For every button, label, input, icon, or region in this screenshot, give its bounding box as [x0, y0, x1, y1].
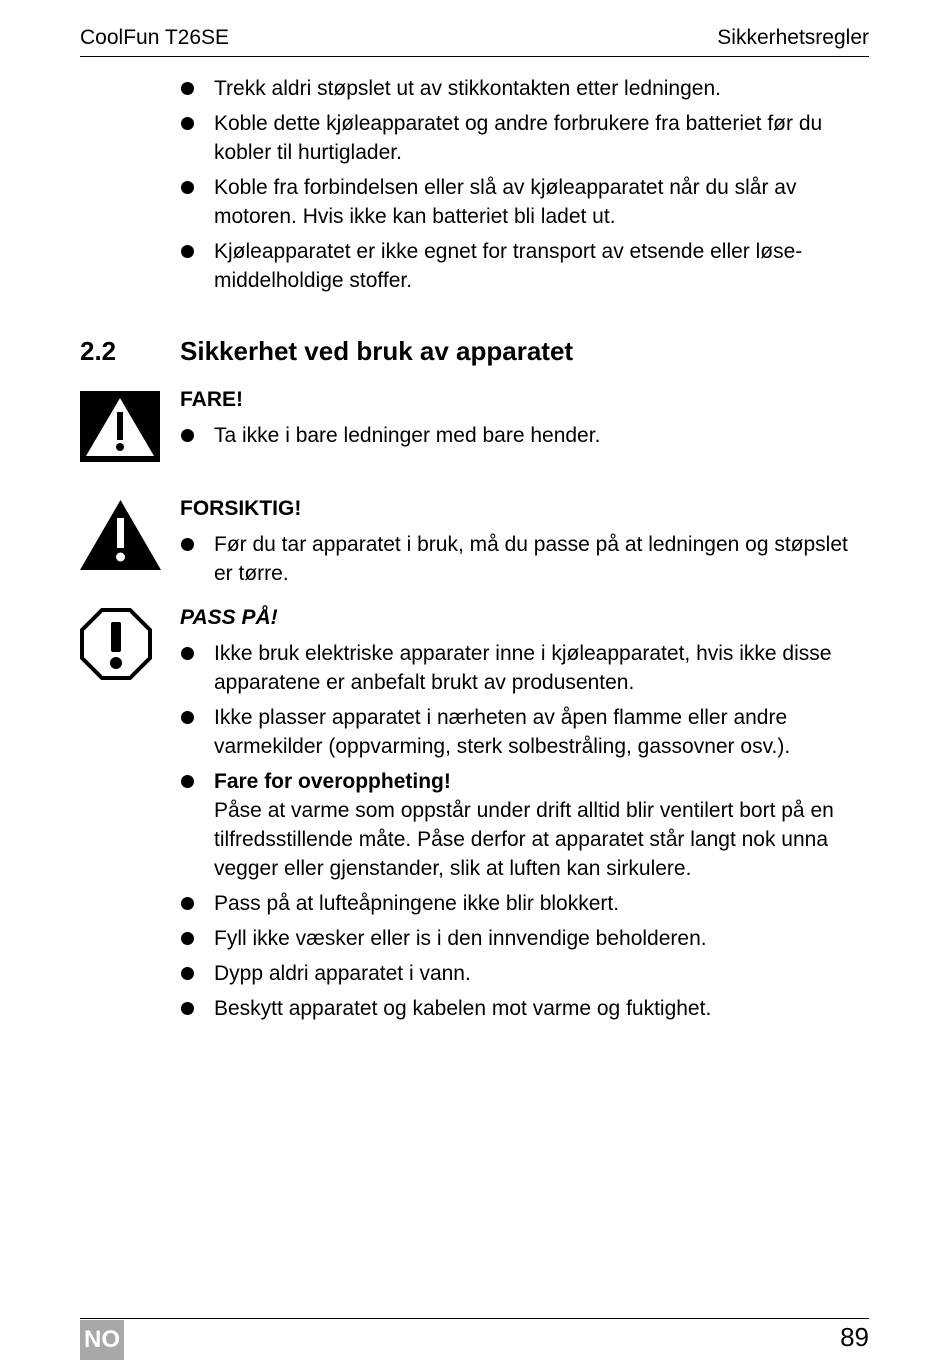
list-item: Kjøleapparatet er ikke egnet for transport av etsende eller løse-middelholdige stoffer. [180, 237, 870, 295]
bullet-icon [181, 117, 194, 130]
notice-list [180, 639, 870, 1029]
list-item: Dypp aldri apparatet i vann. [180, 959, 870, 988]
list-item: Ikke bruk elektriske apparater inne i kjøleapparatet, hvis ikke disse apparatene er anbefalt brukt av produsenten. [180, 639, 870, 697]
list-item: Pass på at lufteåpningene ikke blir blokkert. [180, 889, 870, 918]
section-number: 2.2 [80, 336, 117, 366]
notice-octagon-exclamation-icon [80, 608, 152, 680]
bullet-icon [181, 932, 194, 945]
section-title: Sikkerhet ved bruk av apparatet [180, 336, 574, 366]
bullet-icon [181, 897, 194, 910]
danger-warning-triangle-icon [80, 391, 160, 462]
bullet-icon [181, 245, 194, 258]
list-item: Fyll ikke væsker eller is i den innvendige beholderen. [180, 924, 870, 953]
list-item [180, 767, 870, 883]
list-item: Før du tar apparatet i bruk, må du passe på at ledningen og støpslet er tørre. [180, 530, 870, 588]
bullet-icon [181, 429, 194, 442]
list-item: Trekk aldri støpslet ut av stikkontakten etter ledningen. [180, 74, 870, 103]
bullet-icon [181, 82, 194, 95]
intro-list [180, 74, 870, 301]
notice-label: PASS PÅ! [180, 606, 278, 629]
page-number: 89 [840, 1322, 869, 1352]
list-item: Koble fra forbindelsen eller slå av kjøleapparatet når du slår av motoren. Hvis ikke kan batteriet bli ladet ut. [180, 173, 870, 231]
caution-list [180, 530, 870, 594]
header-product: CoolFun T26SE [80, 26, 230, 49]
bullet-icon [181, 181, 194, 194]
caution-warning-triangle-icon [80, 500, 161, 570]
danger-list [180, 421, 870, 456]
list-item: Ta ikke i bare ledninger med bare hender. [180, 421, 870, 450]
danger-label: FARE! [180, 388, 243, 411]
list-item: Beskytt apparatet og kabelen mot varme og fuktighet. [180, 994, 870, 1023]
overheat-title: Fare for overoppheting! [214, 770, 451, 793]
list-item: Koble dette kjøleapparatet og andre forbrukere fra batteriet før du kobler til hurtiglader. [180, 109, 870, 167]
bullet-icon [181, 775, 194, 788]
bullet-icon [181, 967, 194, 980]
footer-divider [80, 1318, 869, 1319]
bullet-icon [181, 647, 194, 660]
list-item: Ikke plasser apparatet i nærheten av åpen flamme eller andre varmekilder (oppvarming, sterk solbestråling, gassovner osv.). [180, 703, 870, 761]
header-chapter: Sikkerhetsregler [717, 26, 869, 49]
language-badge: NO [80, 1320, 124, 1360]
page-header [80, 24, 869, 57]
bullet-icon [181, 711, 194, 724]
overheat-text: Påse at varme som oppstår under drift alltid blir ventilert bort på en tilfredsstillende måte. Påse derfor at apparatet står langt nok unna vegger eller gjenstander, slik at luften kan sirkulere. [214, 799, 834, 880]
bullet-icon [181, 538, 194, 551]
bullet-icon [181, 1002, 194, 1015]
caution-label: FORSIKTIG! [180, 497, 302, 520]
